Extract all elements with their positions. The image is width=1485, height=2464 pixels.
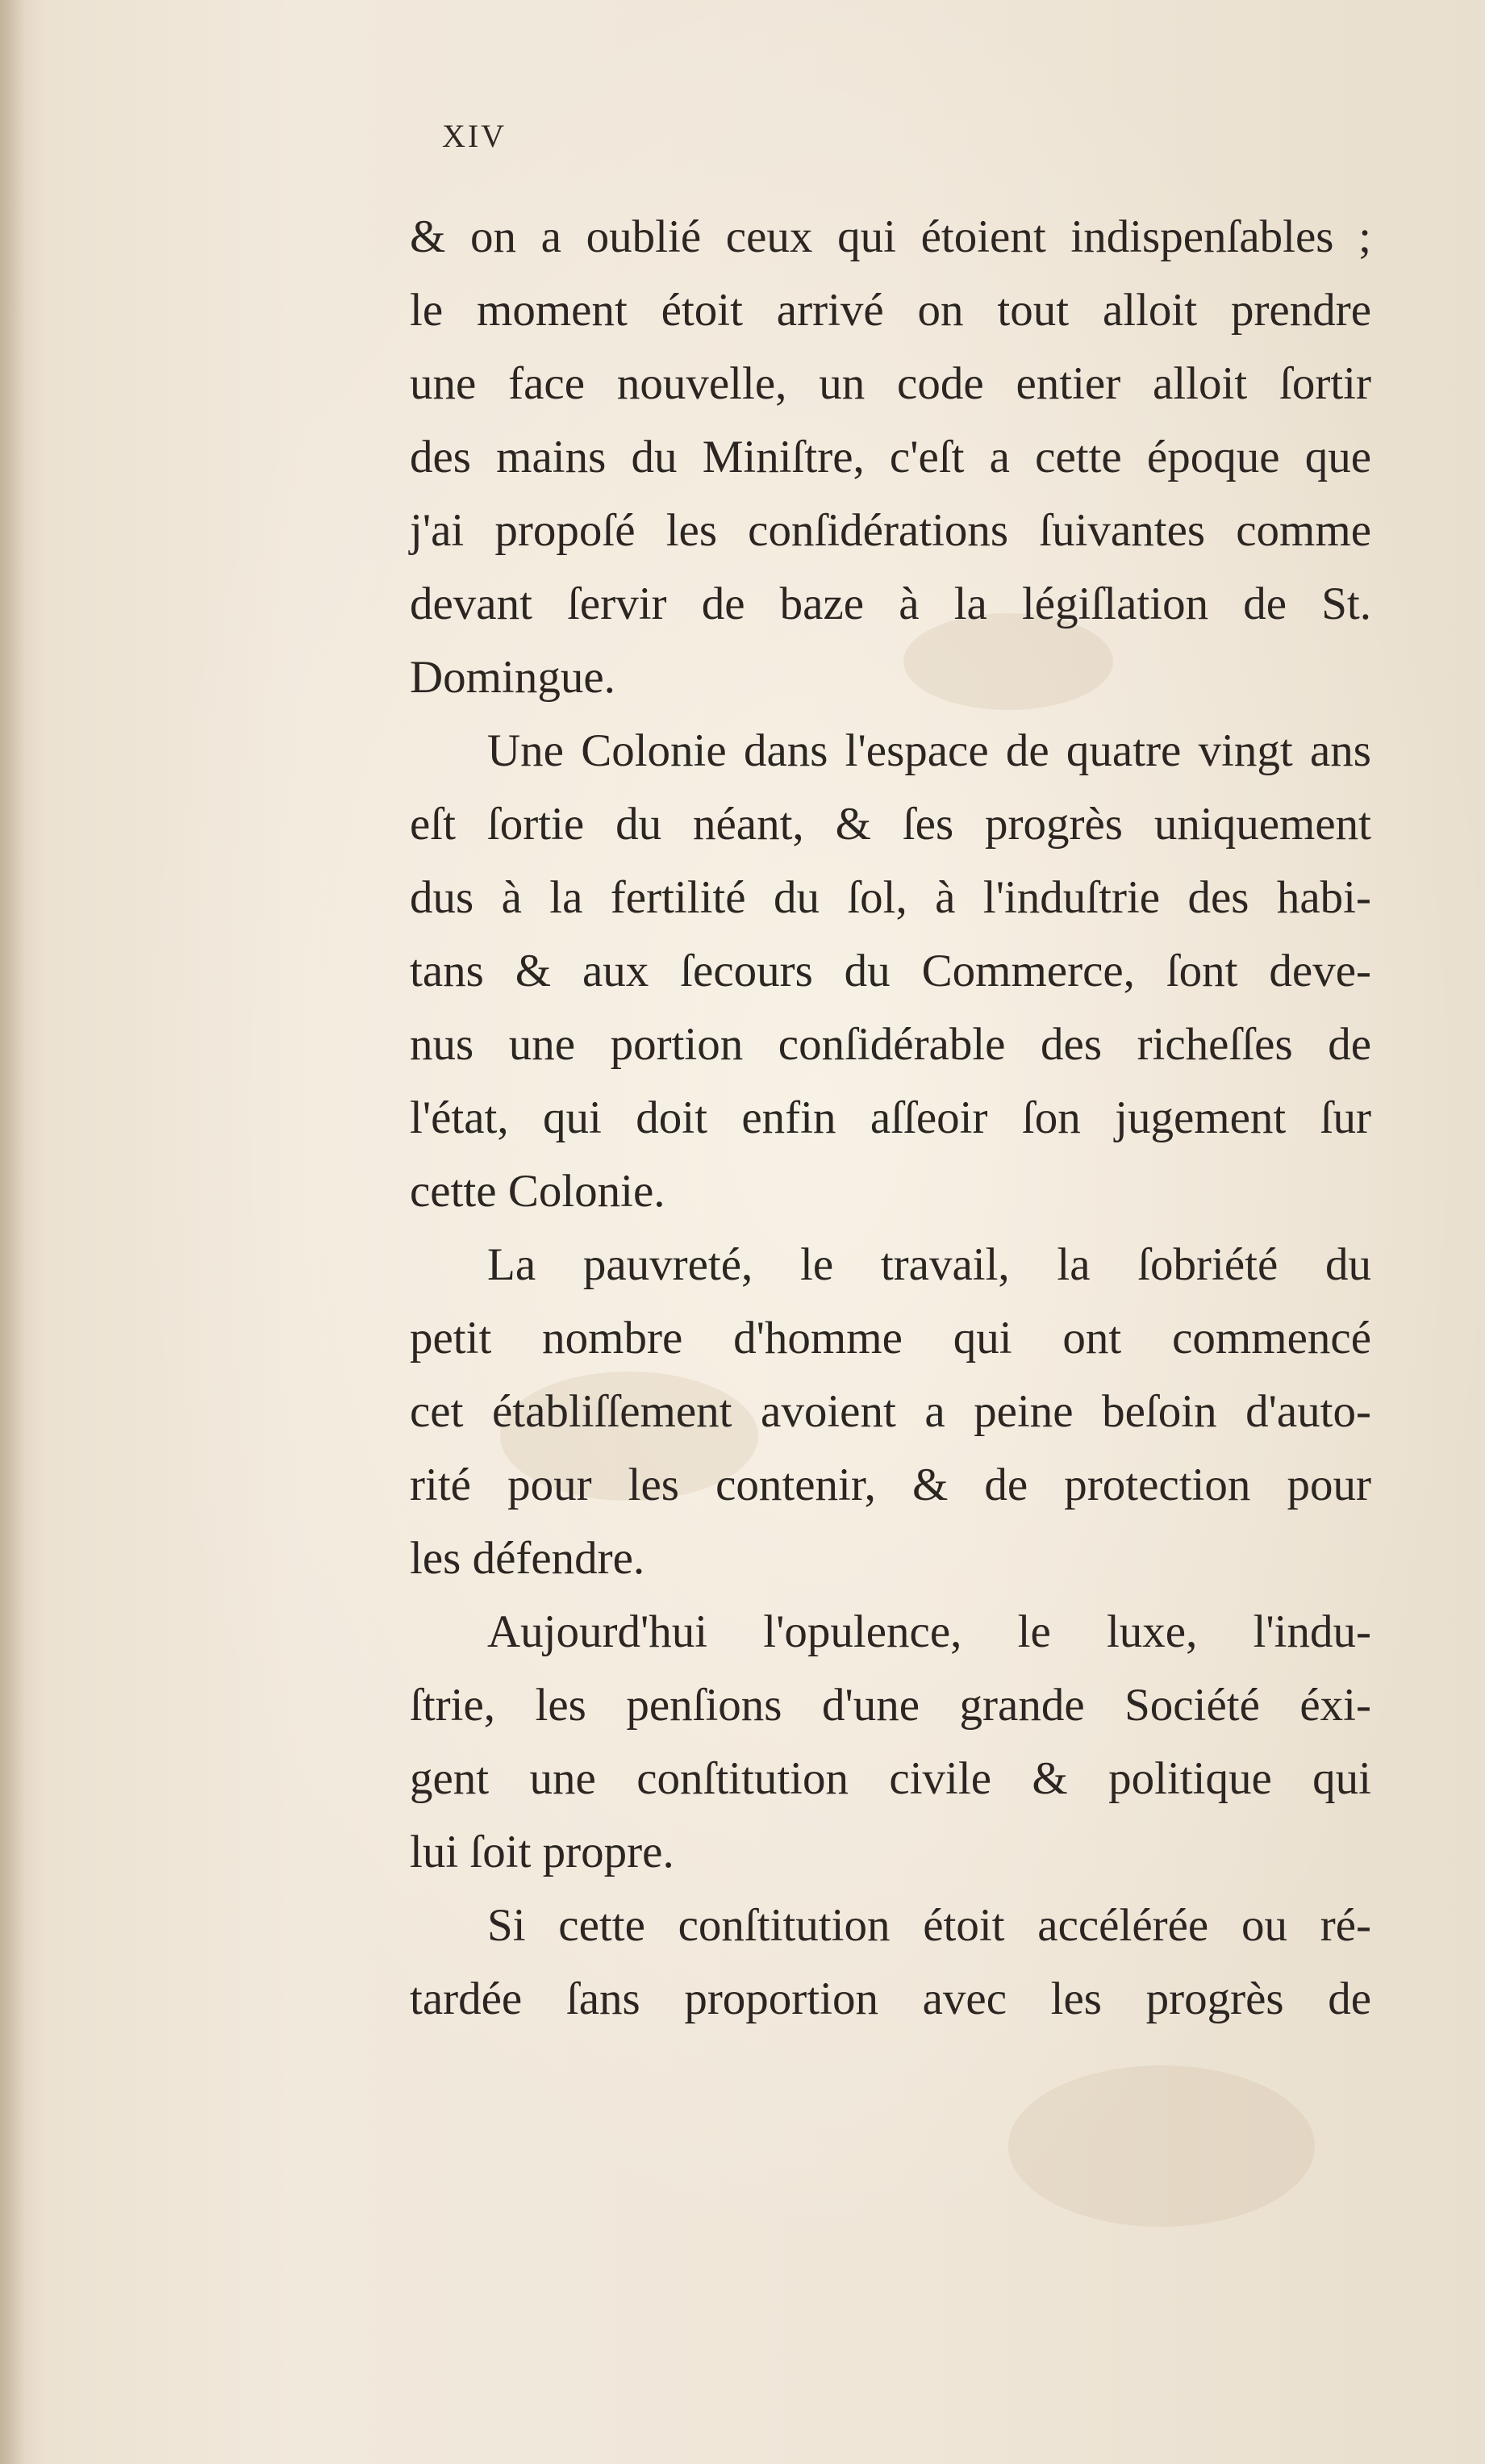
- text-line: des mains du Miniſtre, c'eſt a cette époque que: [410, 432, 1371, 482]
- body-text: [410, 200, 1371, 2036]
- paper-stain: [1008, 2065, 1315, 2227]
- text-line: dus à la fertilité du ſol, à l'induſtrie des habi-: [410, 872, 1371, 923]
- text-line: tans & aux ſecours du Commerce, ſont deve-: [410, 946, 1371, 996]
- page-edge-shadow: [0, 0, 24, 2464]
- text-line: Une Colonie dans l'espace de quatre vingt ans: [487, 725, 1371, 776]
- text-line: petit nombre d'homme qui ont commencé: [410, 1313, 1371, 1364]
- text-line: gent une conſtitution civile & politique qui: [410, 1753, 1371, 1804]
- text-line: Aujourd'hui l'opulence, le luxe, l'indu-: [487, 1606, 1371, 1657]
- text-line: rité pour les contenir, & de protection pour: [410, 1460, 1371, 1510]
- text-line: lui ſoit propre.: [410, 1827, 674, 1877]
- text-line: & on a oublié ceux qui étoient indispenſables ;: [410, 211, 1371, 262]
- text-line: nus une portion conſidérable des richeſſes de: [410, 1019, 1371, 1070]
- text-line: l'état, qui doit enfin aſſeoir ſon jugement ſur: [410, 1092, 1371, 1143]
- running-head: XIV: [442, 118, 507, 154]
- text-line: une face nouvelle, un code entier alloit ſortir: [410, 358, 1371, 409]
- paragraph-5: [410, 1889, 1371, 2036]
- text-line: le moment étoit arrivé on tout alloit prendre: [410, 285, 1371, 336]
- text-line: Domingue.: [410, 652, 615, 703]
- paragraph-1: [410, 200, 1371, 714]
- text-line: La pauvreté, le travail, la ſobriété du: [487, 1239, 1371, 1290]
- text-line: cet établiſſement avoient a peine beſoin d'auto-: [410, 1386, 1371, 1437]
- paragraph-2: [410, 714, 1371, 1228]
- text-line: tardée ſans proportion avec les progrès de: [410, 1973, 1371, 2024]
- text-line: ſtrie, les penſions d'une grande Société éxi-: [410, 1680, 1371, 1731]
- paragraph-4: [410, 1595, 1371, 1889]
- text-line: les défendre.: [410, 1533, 645, 1584]
- text-line: cette Colonie.: [410, 1166, 665, 1217]
- text-line: devant ſervir de baze à la légiſlation de St.: [410, 578, 1371, 629]
- text-line: Si cette conſtitution étoit accélérée ou ré-: [487, 1900, 1371, 1951]
- text-line: j'ai propoſé les conſidérations ſuivantes comme: [410, 505, 1371, 556]
- paragraph-3: [410, 1228, 1371, 1595]
- text-line: eſt ſortie du néant, & ſes progrès uniquement: [410, 799, 1371, 850]
